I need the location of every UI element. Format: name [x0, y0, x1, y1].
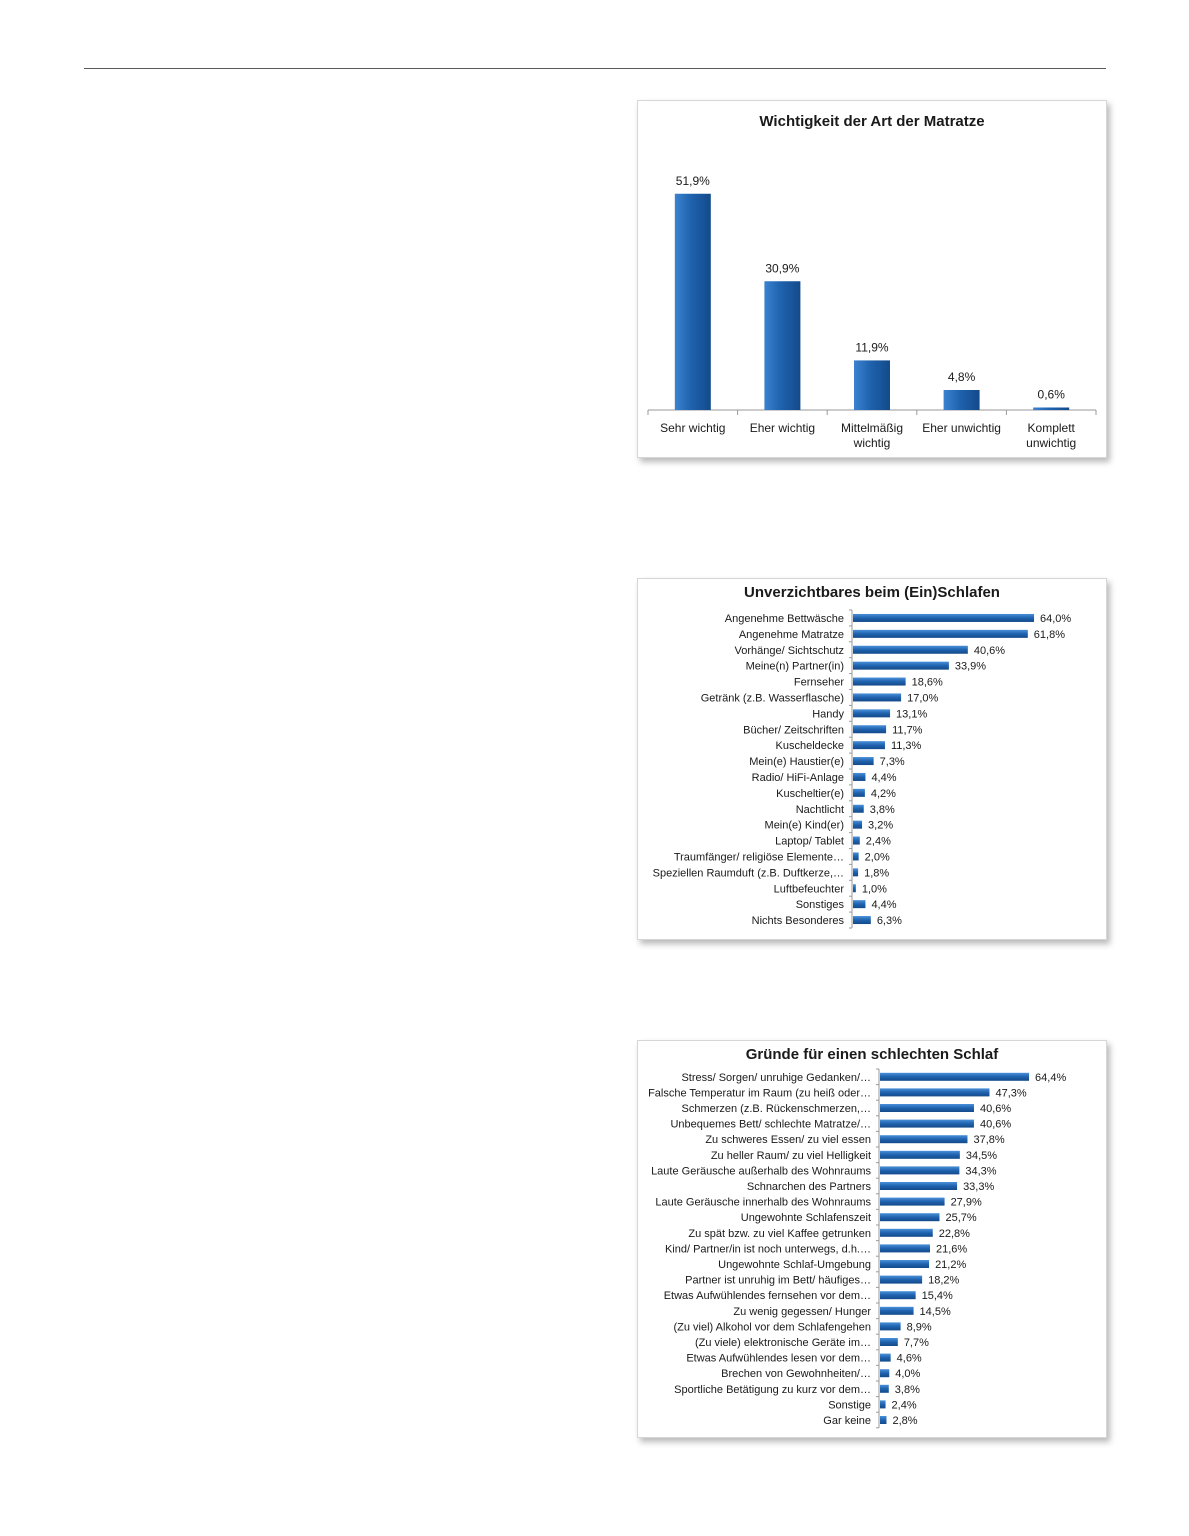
y-tick-label: Kind/ Partner/in ist noch unterwegs, d.h.… [664, 1243, 871, 1256]
y-tick-label: Bücher/ Zeitschriften [743, 724, 844, 737]
bar [853, 868, 858, 876]
bar [675, 194, 711, 410]
x-tick-label: Sehr wichtig [660, 421, 726, 435]
bar [880, 1338, 898, 1346]
bar [880, 1369, 889, 1377]
y-tick-label: Meine(n) Partner(in) [745, 660, 844, 673]
y-tick-label: Unbequemes Bett/ schlechte Matratze/… [670, 1118, 871, 1131]
y-tick-label: Handy [812, 708, 844, 721]
y-tick-label: Nachtlicht [795, 803, 844, 816]
bar [880, 1307, 914, 1315]
y-tick-label: Kuscheldecke [775, 740, 844, 753]
y-tick-label: Mein(e) Kind(er) [764, 819, 844, 832]
bar [880, 1135, 967, 1143]
y-tick-label: Nichts Besonderes [751, 915, 844, 928]
data-label: 33,9% [954, 660, 987, 673]
top-rule [84, 68, 1106, 69]
bar [880, 1322, 901, 1330]
chart-title: Gründe für einen schlechten Schlaf [745, 1046, 999, 1063]
data-label: 11,3% [890, 740, 922, 753]
bar [853, 805, 864, 813]
bar [853, 693, 901, 701]
bar [853, 900, 865, 908]
bar [880, 1416, 886, 1424]
bar [853, 741, 885, 749]
bar [880, 1104, 974, 1112]
y-tick-label: Gar keine [823, 1415, 871, 1427]
y-tick-label: Laute Geräusche außerhalb des Wohnraums [651, 1165, 871, 1178]
bar [880, 1385, 889, 1393]
data-label: 51,9% [675, 173, 710, 188]
bar [880, 1276, 922, 1284]
bar [853, 789, 865, 797]
bar [853, 837, 860, 845]
bar [764, 281, 800, 410]
data-label: 40,6% [979, 1118, 1012, 1131]
chart-title: Unverzichtbares beim (Ein)Schlafen [744, 584, 1000, 601]
bar [880, 1120, 974, 1128]
data-label: 37,8% [973, 1134, 1005, 1147]
data-label: 3,2% [868, 819, 894, 832]
data-label: 15,4% [921, 1290, 953, 1303]
data-label: 7,3% [879, 756, 905, 769]
bar [853, 614, 1034, 622]
y-tick-label: Sonstiges [795, 899, 844, 912]
data-label: 17,0% [907, 692, 939, 705]
y-tick-label: Zu spät bzw. zu viel Kaffee getrunken [688, 1227, 871, 1240]
data-label: 2,4% [865, 835, 891, 848]
bar [853, 646, 968, 654]
chart-wichtigkeit-matratze [637, 100, 1107, 458]
data-label: 18,6% [911, 676, 943, 689]
y-tick-label: Zu wenig gegessen/ Hunger [733, 1305, 871, 1318]
data-label: 30,9% [765, 261, 800, 276]
data-label: 33,3% [963, 1181, 995, 1193]
data-label: 2,0% [864, 851, 890, 864]
data-label: 11,7% [892, 724, 923, 737]
data-label: 18,2% [928, 1274, 960, 1287]
bar [880, 1213, 939, 1221]
y-tick-label: Brechen von Gewohnheiten/… [721, 1368, 871, 1381]
bar [853, 884, 856, 892]
data-label: 40,6% [973, 644, 1006, 657]
y-tick-label: Sportliche Betätigung zu kurz vor dem… [674, 1383, 871, 1396]
y-tick-label: Laptop/ Tablet [775, 835, 844, 848]
y-tick-label: Zu schweres Essen/ zu viel essen [705, 1134, 871, 1147]
y-tick-label: Laute Geräusche innerhalb des Wohnraums [655, 1196, 871, 1209]
bar [880, 1088, 989, 1096]
y-tick-label: Etwas Aufwühlendes lesen vor dem… [686, 1352, 871, 1365]
data-label: 8,9% [906, 1321, 932, 1334]
data-label: 1,8% [864, 867, 890, 880]
bar [853, 773, 865, 781]
y-tick-label: Partner ist unruhig im Bett/ häufiges… [685, 1274, 871, 1287]
y-tick-label: Traumfänger/ religiöse Elemente… [673, 851, 844, 864]
y-tick-label: Falsche Temperatur im Raum (zu heiß oder… [648, 1087, 871, 1100]
bar [880, 1260, 929, 1268]
data-label: 2,4% [891, 1399, 917, 1412]
bar [853, 852, 859, 860]
chart-unverzichtbares [637, 578, 1107, 940]
y-tick-label: Ungewohnte Schlaf-Umgebung [718, 1259, 871, 1271]
data-label: 25,7% [945, 1212, 977, 1225]
data-label: 2,8% [892, 1415, 918, 1427]
data-label: 4,0% [895, 1368, 921, 1381]
data-label: 13,1% [896, 708, 928, 721]
bar [880, 1198, 945, 1206]
bar [853, 821, 862, 829]
data-label: 47,3% [995, 1087, 1027, 1100]
data-label: 14,5% [919, 1305, 951, 1318]
y-tick-label: Fernseher [793, 676, 844, 689]
y-tick-label: Mein(e) Haustier(e) [749, 756, 844, 769]
y-tick-label: Angenehme Bettwäsche [724, 612, 844, 625]
x-tick-label: Komplett [1027, 421, 1075, 435]
bar [880, 1073, 1029, 1081]
data-label: 0,6% [1037, 387, 1065, 402]
bar [853, 709, 890, 717]
bar [880, 1244, 930, 1252]
data-label: 6,3% [876, 915, 902, 928]
bar [853, 725, 886, 733]
data-label: 64,4% [1035, 1071, 1067, 1084]
chart-gruende-svg [638, 1041, 1106, 1437]
data-label: 4,8% [947, 370, 976, 384]
y-tick-label: Schmerzen (z.B. Rückenschmerzen,… [681, 1103, 871, 1115]
y-tick-label: Stress/ Sorgen/ unruhige Gedanken/… [681, 1071, 871, 1084]
data-label: 34,3% [965, 1165, 997, 1178]
bar [853, 916, 871, 924]
data-label: 34,5% [965, 1149, 998, 1162]
data-label: 61,8% [1033, 628, 1066, 641]
bar [880, 1291, 916, 1299]
data-label: 27,9% [950, 1196, 982, 1209]
bar [853, 757, 874, 765]
y-tick-label: Vorhänge/ Sichtschutz [734, 644, 844, 657]
bar [853, 662, 949, 670]
chart-gruende-schlechter-schlaf [637, 1040, 1107, 1438]
x-tick-label: Eher unwichtig [922, 421, 1001, 435]
data-label: 3,8% [894, 1383, 920, 1396]
data-label: 7,7% [903, 1337, 929, 1349]
x-tick-label: Eher wichtig [749, 421, 816, 435]
data-label: 4,4% [871, 771, 897, 784]
data-label: 21,6% [935, 1243, 968, 1256]
y-tick-label: Angenehme Matratze [738, 628, 844, 641]
y-tick-label: Radio/ HiFi-Anlage [751, 771, 844, 784]
chart-wichtigkeit-svg [638, 101, 1106, 457]
data-label: 3,8% [869, 803, 895, 816]
data-label: 21,2% [935, 1259, 967, 1271]
y-tick-label: (Zu viel) Alkohol vor dem Schlafengehen [673, 1321, 871, 1334]
y-tick-label: Luftbefeuchter [773, 883, 844, 896]
data-label: 4,6% [896, 1352, 922, 1365]
bar [854, 360, 890, 410]
bar [853, 630, 1028, 638]
y-tick-label: Getränk (z.B. Wasserflasche) [700, 692, 844, 705]
chart-unverzichtbares-svg [638, 579, 1106, 939]
chart-title: Wichtigkeit der Art der Matratze [759, 113, 985, 130]
x-tick-label: wichtig [853, 436, 891, 450]
y-tick-label: Sonstige [828, 1399, 871, 1412]
y-tick-label: Speziellen Raumduft (z.B. Duftkerze,… [652, 867, 844, 880]
bar [880, 1354, 891, 1362]
data-label: 40,6% [979, 1103, 1012, 1115]
bar [880, 1166, 959, 1174]
data-label: 64,0% [1040, 612, 1072, 625]
y-tick-label: Schnarchen des Partners [746, 1181, 871, 1193]
data-label: 22,8% [938, 1227, 970, 1240]
y-tick-label: Etwas Aufwühlendes fernsehen vor dem… [663, 1290, 871, 1303]
data-label: 11,9% [855, 340, 889, 355]
data-label: 4,4% [871, 899, 897, 912]
y-tick-label: Zu heller Raum/ zu viel Helligkeit [710, 1149, 871, 1162]
bar [853, 678, 906, 686]
y-tick-label: Kuscheltier(e) [776, 787, 844, 800]
y-tick-label: (Zu viele) elektronische Geräte im… [694, 1337, 871, 1349]
bar [880, 1151, 960, 1159]
data-label: 1,0% [861, 883, 887, 896]
bar [1033, 408, 1069, 411]
bar [944, 390, 980, 410]
bar [880, 1400, 886, 1408]
bar [880, 1182, 957, 1190]
y-tick-label: Ungewohnte Schlafenszeit [740, 1212, 871, 1225]
data-label: 4,2% [870, 787, 896, 800]
x-tick-label: Mittelmäßig [840, 421, 904, 435]
bar [880, 1229, 933, 1237]
x-tick-label: unwichtig [1026, 436, 1077, 450]
